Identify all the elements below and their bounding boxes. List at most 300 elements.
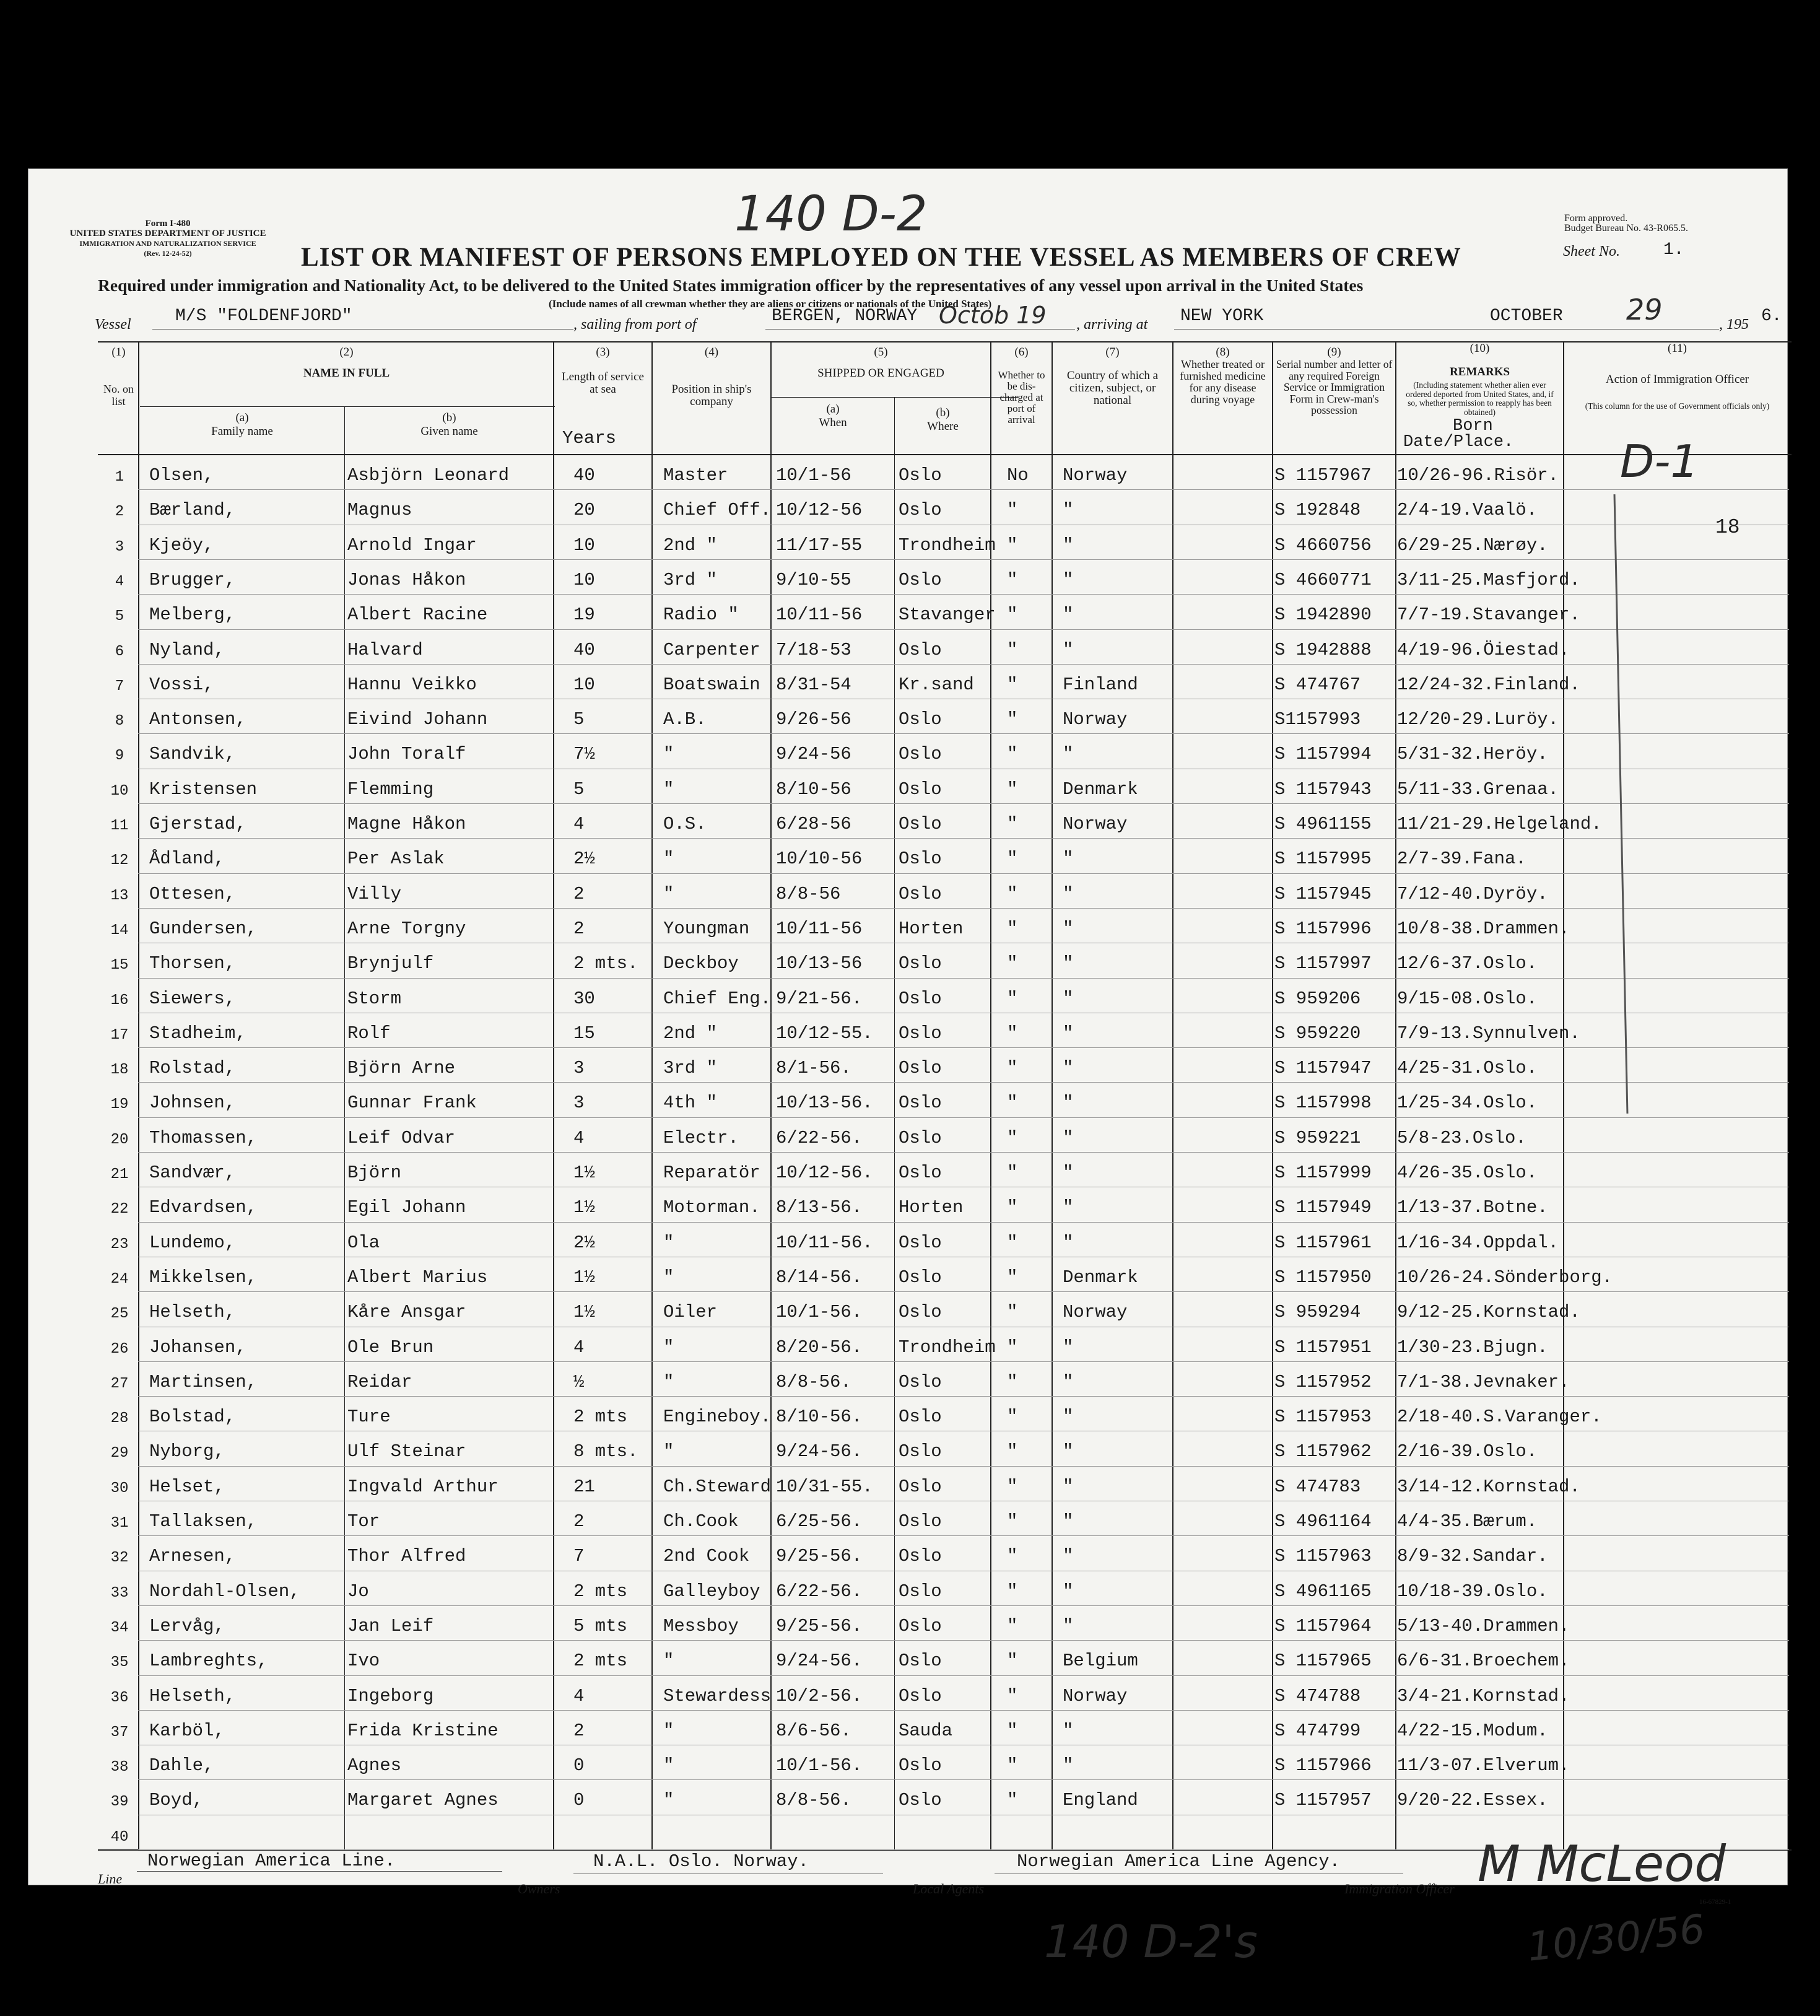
service-years: 4 xyxy=(573,814,585,834)
row-divider xyxy=(138,838,1789,839)
serial-number: S 1157994 xyxy=(1274,744,1372,765)
service-years: 8 mts. xyxy=(573,1441,638,1462)
serial-number: S 1157950 xyxy=(1274,1267,1372,1288)
given-name: Ingvald Arthur xyxy=(347,1476,499,1497)
family-name: Helseth, xyxy=(149,1302,236,1323)
col-when-letter: (a) xyxy=(826,403,840,416)
country: " xyxy=(1063,500,1074,521)
row-divider xyxy=(138,1675,1789,1676)
country: " xyxy=(1063,569,1074,590)
family-name: Lambreghts, xyxy=(149,1651,268,1672)
row-number: 19 xyxy=(110,1096,129,1114)
shipped-when: 9/24-56 xyxy=(776,744,851,765)
family-name: Dahle, xyxy=(149,1755,214,1776)
shipped-where: Oslo xyxy=(899,1685,942,1706)
serial-number: S 1157952 xyxy=(1274,1371,1372,1392)
family-name: Rolstad, xyxy=(149,1058,236,1079)
country: " xyxy=(1063,639,1074,660)
agents-label: Local Agents xyxy=(913,1881,985,1896)
shipped-when: 9/21-56. xyxy=(776,988,863,1009)
col1-number: (1) xyxy=(111,346,126,359)
shipped-where: Oslo xyxy=(899,1232,942,1253)
family-name: Brugger, xyxy=(149,569,236,590)
discharged: " xyxy=(1007,1093,1018,1114)
row-number: 35 xyxy=(110,1654,129,1672)
family-name: Johnsen, xyxy=(149,1093,236,1114)
col-country: Country of which a citizen, subject, or national xyxy=(1066,369,1159,407)
country: " xyxy=(1063,1023,1074,1044)
row-number: 1 xyxy=(115,469,124,486)
row-divider xyxy=(138,803,1789,804)
row-divider xyxy=(138,664,1789,665)
given-name: Eivind Johann xyxy=(347,709,488,730)
discharged: " xyxy=(1007,744,1018,765)
position: 3rd " xyxy=(663,569,718,590)
shipped-where: Trondheim xyxy=(899,535,996,556)
remarks: 4/4-35.Bærum. xyxy=(1397,1511,1538,1532)
family-name: Helseth, xyxy=(149,1685,236,1706)
discharged: " xyxy=(1007,1790,1018,1811)
discharged: " xyxy=(1007,1511,1018,1532)
position: Ch.Steward xyxy=(663,1476,772,1497)
remarks: 4/19-96.Öiestad. xyxy=(1397,639,1570,660)
position: 4th " xyxy=(663,1093,718,1114)
row-number: 26 xyxy=(110,1340,129,1358)
country: Norway xyxy=(1063,814,1128,834)
serial-number: S 474767 xyxy=(1274,674,1361,695)
row-number: 36 xyxy=(110,1689,129,1706)
row-divider xyxy=(138,978,1789,979)
immigration-officer-label: Immigration Officer xyxy=(1344,1881,1455,1896)
shipped-when: 9/24-56. xyxy=(776,1651,863,1672)
serial-number: S 192848 xyxy=(1274,500,1361,521)
sheet-label: Sheet No. xyxy=(1563,243,1620,260)
shipped-where: Stavanger xyxy=(899,604,996,626)
vessel-name: M/S "FOLDENFJORD" xyxy=(175,307,352,326)
discharged: " xyxy=(1007,953,1018,974)
shipped-when: 7/18-53 xyxy=(776,639,851,660)
service-years: 2 xyxy=(573,918,585,939)
discharged: " xyxy=(1007,535,1018,556)
position: Engineboy. xyxy=(663,1407,772,1428)
serial-number: S 1157951 xyxy=(1274,1337,1372,1358)
serial-number: S 1157966 xyxy=(1274,1755,1372,1776)
position: Electr. xyxy=(663,1127,739,1148)
position: Stewardess xyxy=(663,1685,772,1706)
service-years: 2 xyxy=(573,1720,585,1741)
service-years: 3 xyxy=(573,1093,585,1114)
serial-number: S 474788 xyxy=(1274,1685,1361,1706)
remarks: 11/3-07.Elverum. xyxy=(1397,1755,1570,1776)
country: " xyxy=(1063,1197,1074,1218)
action-column-line xyxy=(1614,494,1629,1114)
shipped-where: Oslo xyxy=(899,1651,942,1672)
service-years: 21 xyxy=(573,1476,595,1497)
col7-number: (7) xyxy=(1105,346,1120,359)
family-name: Martinsen, xyxy=(149,1371,258,1392)
discharged: " xyxy=(1007,569,1018,590)
given-name: Ingeborg xyxy=(347,1685,434,1706)
budget-line: Budget Bureau No. 43-R065.5. xyxy=(1564,223,1688,233)
col-action-note: (This column for the use of Government officials only) xyxy=(1585,401,1770,411)
country: " xyxy=(1063,604,1074,626)
remarks: 1/25-34.Oslo. xyxy=(1397,1093,1538,1114)
service-years: 40 xyxy=(573,639,595,660)
country: Norway xyxy=(1063,709,1128,730)
shipped-where: Oslo xyxy=(899,1127,942,1148)
serial-number: S 4961155 xyxy=(1274,814,1372,834)
family-name: Boyd, xyxy=(149,1790,204,1811)
shipped-where: Oslo xyxy=(899,988,942,1009)
serial-number: S 1157963 xyxy=(1274,1546,1372,1567)
remarks: 9/12-25.Kornstad. xyxy=(1397,1302,1580,1323)
handwritten-file-number: 140 D-2 xyxy=(734,186,928,242)
given-name: Jo xyxy=(347,1581,369,1602)
discharged: No xyxy=(1007,465,1029,486)
service-years: 20 xyxy=(573,500,595,521)
shipped-when: 10/11-56 xyxy=(776,918,863,939)
row-divider xyxy=(138,1605,1789,1606)
given-name: Storm xyxy=(347,988,402,1009)
given-name: Per Aslak xyxy=(347,849,445,870)
given-name: Leif Odvar xyxy=(347,1127,456,1148)
position: " xyxy=(663,1337,674,1358)
discharged: " xyxy=(1007,1267,1018,1288)
row-divider xyxy=(138,1082,1789,1083)
shipped-when: 10/1-56. xyxy=(776,1302,863,1323)
service-years: 7 xyxy=(573,1546,585,1567)
position: Youngman xyxy=(663,918,750,939)
given-name: Tor xyxy=(347,1511,380,1532)
row-divider xyxy=(138,594,1789,595)
col-years: Years xyxy=(562,428,617,448)
country: " xyxy=(1063,883,1074,904)
shipped-when: 8/8-56. xyxy=(776,1371,851,1392)
remarks: 9/20-22.Essex. xyxy=(1397,1790,1548,1811)
col-action: Action of Immigration Officer xyxy=(1605,373,1749,386)
row-divider xyxy=(138,908,1789,909)
officer-signature: M McLeod xyxy=(1478,1835,1726,1893)
service-years: 2½ xyxy=(573,1232,595,1253)
col-family-letter: (a) xyxy=(235,411,249,424)
position: Deckboy xyxy=(663,953,739,974)
departure-date-handwritten: Octob 19 xyxy=(939,302,1047,329)
country: " xyxy=(1063,1511,1074,1532)
country: Belgium xyxy=(1063,1651,1138,1672)
country: " xyxy=(1063,1441,1074,1462)
discharged: " xyxy=(1007,1476,1018,1497)
serial-number: S 4961164 xyxy=(1274,1511,1372,1532)
country: " xyxy=(1063,1058,1074,1079)
service-years: 1½ xyxy=(573,1267,595,1288)
shipped-when: 8/14-56. xyxy=(776,1267,863,1288)
col11-number: (11) xyxy=(1668,342,1687,355)
family-name: Antonsen, xyxy=(149,709,246,730)
action-mark-18: 18 xyxy=(1715,516,1740,539)
shipped-when: 8/8-56. xyxy=(776,1790,851,1811)
row-divider xyxy=(138,1291,1789,1292)
shipped-when: 8/10-56. xyxy=(776,1407,863,1428)
shipped-when: 8/10-56 xyxy=(776,779,851,800)
position: A.B. xyxy=(663,709,707,730)
handwritten-bottom-number: 140 D-2's xyxy=(1044,1916,1258,1968)
given-name: Jonas Håkon xyxy=(347,569,466,590)
country: " xyxy=(1063,988,1074,1009)
col-medicine: Whether treated or furnished medicine for any disease during voyage xyxy=(1180,358,1266,406)
given-name: Ture xyxy=(347,1407,391,1428)
row-number: 34 xyxy=(110,1619,129,1636)
approved-line: Form approved. xyxy=(1564,213,1628,224)
serial-number: S 474799 xyxy=(1274,1720,1361,1741)
discharged: " xyxy=(1007,1720,1018,1741)
service-years: 2½ xyxy=(573,849,595,870)
serial-number: S 1157964 xyxy=(1274,1615,1372,1636)
serial-number: S 1942888 xyxy=(1274,639,1372,660)
shipped-where: Oslo xyxy=(899,744,942,765)
serial-number: S 1157943 xyxy=(1274,779,1372,800)
shipped-where: Oslo xyxy=(899,639,942,660)
shipped-when: 6/22-56. xyxy=(776,1581,863,1602)
discharged: " xyxy=(1007,1058,1018,1079)
country: Norway xyxy=(1063,465,1128,486)
form-approval xyxy=(1564,214,1688,233)
department: UNITED STATES DEPARTMENT OF JUSTICE xyxy=(69,229,266,238)
discharged: " xyxy=(1007,1685,1018,1706)
shipped-when: 6/22-56. xyxy=(776,1127,863,1148)
serial-number: S 1157962 xyxy=(1274,1441,1372,1462)
row-divider xyxy=(138,1710,1789,1711)
family-name: Gundersen, xyxy=(149,918,258,939)
position: Master xyxy=(663,465,728,486)
service-years: 3 xyxy=(573,1058,585,1079)
family-name: Vossi, xyxy=(149,674,214,695)
service-years: 5 mts xyxy=(573,1615,628,1636)
col-serial: Serial number and letter of any required Foreign Service or Immigration Form in Crew-man's possession xyxy=(1276,358,1393,416)
service-years: 19 xyxy=(573,604,595,626)
shipped-when: 10/11-56 xyxy=(776,604,863,626)
row-number: 20 xyxy=(110,1131,129,1148)
position: 2nd " xyxy=(663,1023,718,1044)
service-years: 1½ xyxy=(573,1302,595,1323)
row-number: 25 xyxy=(110,1306,129,1323)
shipped-where: Trondheim xyxy=(899,1337,996,1358)
shipped-when: 10/12-56. xyxy=(776,1163,873,1183)
remarks: 10/8-38.Drammen. xyxy=(1397,918,1570,939)
remarks: 7/9-13.Synnulven. xyxy=(1397,1023,1580,1044)
discharged: " xyxy=(1007,1337,1018,1358)
form-code: 16-67829-1 xyxy=(1699,1898,1731,1906)
col3-number: (3) xyxy=(596,346,610,359)
row-number: 33 xyxy=(110,1584,129,1602)
position: Ch.Cook xyxy=(663,1511,739,1532)
remarks: 2/18-40.S.Varanger. xyxy=(1397,1407,1602,1428)
row-number: 31 xyxy=(110,1515,129,1532)
given-name: Agnes xyxy=(347,1755,402,1776)
country: " xyxy=(1063,953,1074,974)
given-name: Kåre Ansgar xyxy=(347,1302,466,1323)
given-name: Villy xyxy=(347,883,402,904)
country: Norway xyxy=(1063,1685,1128,1706)
row-number: 7 xyxy=(115,678,124,695)
sailing-label: , sailing from port of xyxy=(573,316,697,333)
family-name: Olsen, xyxy=(149,465,214,486)
revision: (Rev. 12-24-52) xyxy=(144,249,192,258)
row-divider xyxy=(138,733,1789,734)
shipped-where: Oslo xyxy=(899,1441,942,1462)
row-number: 2 xyxy=(115,504,124,521)
remarks: 12/6-37.Oslo. xyxy=(1397,953,1538,974)
row-number: 8 xyxy=(115,713,124,730)
service-years: 1½ xyxy=(573,1197,595,1218)
shipped-where: Oslo xyxy=(899,1163,942,1183)
remarks: 2/7-39.Fana. xyxy=(1397,849,1526,870)
service-years: 7½ xyxy=(573,744,595,765)
shipped-where: Oslo xyxy=(899,1755,942,1776)
serial-number: S 959220 xyxy=(1274,1023,1361,1044)
discharged: " xyxy=(1007,1755,1018,1776)
country: " xyxy=(1063,918,1074,939)
row-number: 28 xyxy=(110,1410,129,1428)
position: O.S. xyxy=(663,814,707,834)
country: " xyxy=(1063,1476,1074,1497)
service-years: 15 xyxy=(573,1023,595,1044)
shipped-where: Oslo xyxy=(899,1476,942,1497)
shipping-line: Norwegian America Line. xyxy=(147,1851,396,1871)
remarks: 3/4-21.Kornstad. xyxy=(1397,1685,1570,1706)
shipped-when: 9/25-56. xyxy=(776,1615,863,1636)
country: " xyxy=(1063,1407,1074,1428)
service-years: 0 xyxy=(573,1755,585,1776)
position: " xyxy=(663,779,674,800)
shipped-when: 8/1-56. xyxy=(776,1058,851,1079)
given-name: Björn xyxy=(347,1163,402,1183)
remarks: 5/8-23.Oslo. xyxy=(1397,1127,1526,1148)
shipped-where: Oslo xyxy=(899,1511,942,1532)
serial-number: S 959206 xyxy=(1274,988,1361,1009)
country: " xyxy=(1063,1093,1074,1114)
family-name: Nyland, xyxy=(149,639,225,660)
family-name: Gjerstad, xyxy=(149,814,246,834)
col-given-name: Given name xyxy=(420,425,478,438)
country: England xyxy=(1063,1790,1138,1811)
shipped-where: Sauda xyxy=(899,1720,953,1741)
remarks: 2/4-19.Vaalö. xyxy=(1397,500,1538,521)
remarks: 7/12-40.Dyröy. xyxy=(1397,883,1548,904)
discharged: " xyxy=(1007,1615,1018,1636)
shipped-when: 10/31-55. xyxy=(776,1476,873,1497)
row-divider xyxy=(138,1152,1789,1153)
col-where: Where xyxy=(927,420,959,433)
row-divider xyxy=(138,1361,1789,1362)
row-divider xyxy=(138,629,1789,630)
position: Boatswain xyxy=(663,674,760,695)
discharged: " xyxy=(1007,883,1018,904)
remarks: 5/31-32.Heröy. xyxy=(1397,744,1548,765)
row-number: 23 xyxy=(110,1236,129,1253)
service-years: 5 xyxy=(573,779,585,800)
given-name: Magne Håkon xyxy=(347,814,466,834)
remarks: 1/30-23.Bjugn. xyxy=(1397,1337,1548,1358)
col-family-name: Family name xyxy=(211,425,273,438)
remarks: 1/13-37.Botne. xyxy=(1397,1197,1548,1218)
shipped-where: Oslo xyxy=(899,1790,942,1811)
shipped-when: 6/28-56 xyxy=(776,814,851,834)
sheet-number: 1. xyxy=(1663,240,1684,260)
discharged: " xyxy=(1007,1371,1018,1392)
departure-port: BERGEN, NORWAY xyxy=(772,307,918,326)
country: " xyxy=(1063,1755,1074,1776)
remarks: 6/6-31.Broechem. xyxy=(1397,1651,1570,1672)
given-name: Thor Alfred xyxy=(347,1546,466,1567)
family-name: Ottesen, xyxy=(149,883,236,904)
family-name: Lundemo, xyxy=(149,1232,236,1253)
position: Radio " xyxy=(663,604,739,626)
position: Chief Off. xyxy=(663,500,772,521)
action-mark-d1: D-1 xyxy=(1620,435,1699,487)
col-shipped-engaged: SHIPPED OR ENGAGED xyxy=(817,367,944,380)
position: 2nd Cook xyxy=(663,1546,750,1567)
shipped-where: Oslo xyxy=(899,1058,942,1079)
position: " xyxy=(663,1651,674,1672)
country: " xyxy=(1063,1615,1074,1636)
shipped-when: 8/8-56 xyxy=(776,883,841,904)
col-where-letter: (b) xyxy=(936,406,950,419)
given-name: Arne Torgny xyxy=(347,918,466,939)
serial-number: S 1157949 xyxy=(1274,1197,1372,1218)
col5-number: (5) xyxy=(874,346,888,359)
country: " xyxy=(1063,535,1074,556)
service-years: ½ xyxy=(573,1371,585,1392)
row-divider xyxy=(138,1222,1789,1223)
discharged: " xyxy=(1007,639,1018,660)
family-name: Tallaksen, xyxy=(149,1511,258,1532)
row-divider xyxy=(138,1779,1789,1780)
family-name: Karböl, xyxy=(149,1720,225,1741)
row-divider xyxy=(138,1640,1789,1641)
given-name: Arnold Ingar xyxy=(347,535,477,556)
discharged: " xyxy=(1007,779,1018,800)
row-number: 4 xyxy=(115,573,124,590)
service-years: 4 xyxy=(573,1337,585,1358)
manifest-sheet xyxy=(28,168,1788,1971)
remarks: 12/20-29.Luröy. xyxy=(1397,709,1559,730)
serial-number: S 1157957 xyxy=(1274,1790,1372,1811)
col9-number: (9) xyxy=(1327,346,1341,359)
discharged: " xyxy=(1007,1197,1018,1218)
shipped-where: Kr.sand xyxy=(899,674,974,695)
discharged: " xyxy=(1007,814,1018,834)
family-name: Edvardsen, xyxy=(149,1197,258,1218)
country: " xyxy=(1063,1581,1074,1602)
shipped-where: Oslo xyxy=(899,1371,942,1392)
row-number: 37 xyxy=(110,1724,129,1741)
col-discharged: Whether to be dis-charged at port of arrival xyxy=(998,369,1045,425)
position: Motorman. xyxy=(663,1197,760,1218)
discharged: " xyxy=(1007,1023,1018,1044)
serial-number: S 1157995 xyxy=(1274,849,1372,870)
remarks: 2/16-39.Oslo. xyxy=(1397,1441,1538,1462)
row-divider xyxy=(138,1535,1789,1536)
serial-number: S 959294 xyxy=(1274,1302,1361,1323)
shipped-when: 9/25-56. xyxy=(776,1546,863,1567)
family-name: Thomassen, xyxy=(149,1127,258,1148)
family-name: Kristensen xyxy=(149,779,258,800)
service-years: 0 xyxy=(573,1790,585,1811)
position: Carpenter xyxy=(663,639,760,660)
shipped-where: Oslo xyxy=(899,1093,942,1114)
given-name: Margaret Agnes xyxy=(347,1790,499,1811)
remarks: 10/26-24.Sönderborg. xyxy=(1397,1267,1613,1288)
